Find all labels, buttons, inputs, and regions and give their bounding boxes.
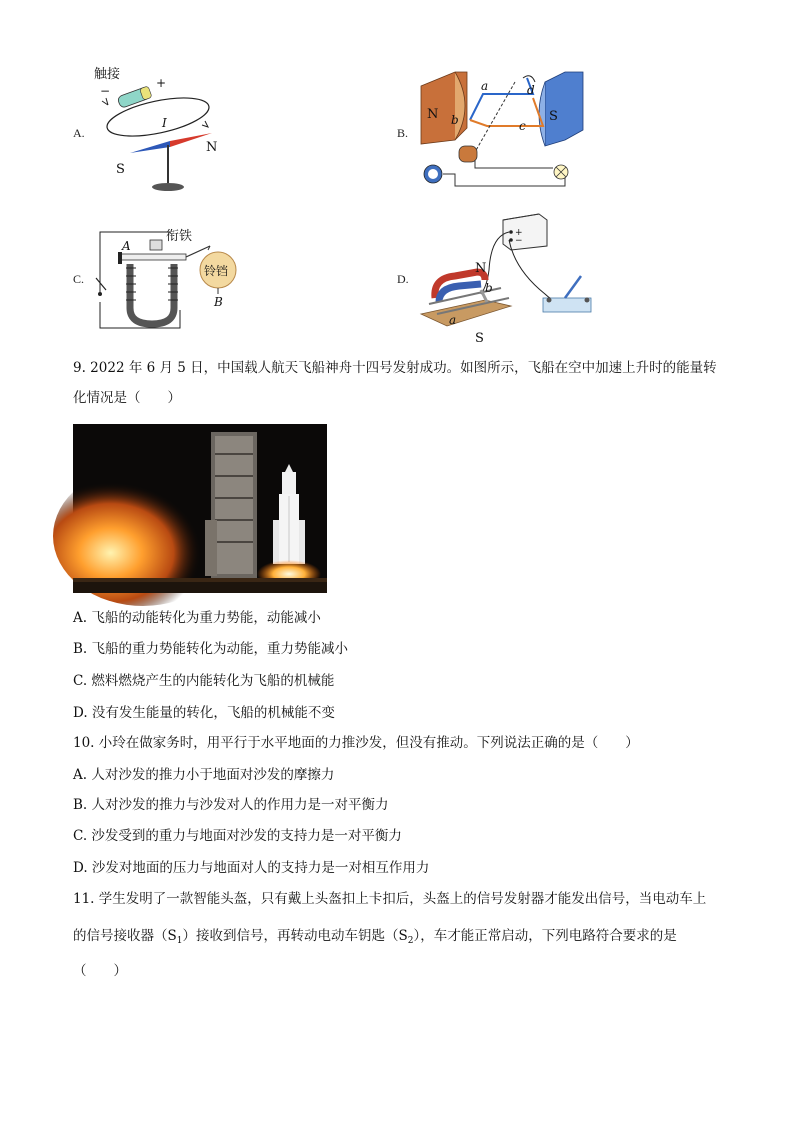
s1-sub: 1: [176, 936, 183, 946]
fig-b-a: a: [481, 79, 489, 93]
q9-stem-line1: 9. 2022 年 6 月 5 日，中国载人航天飞船神舟十四号发射成功。如图所示，飞船在空中加速上升时的能量转: [73, 360, 717, 376]
fig-d-a: a: [449, 313, 457, 327]
fig-a-touch-label: 触接: [94, 67, 121, 82]
s2-letter: S: [398, 928, 408, 944]
q9-option-a: A. 飞船的动能转化为重力势能，动能减小: [73, 610, 321, 626]
fig-b-d: d: [527, 83, 535, 97]
option-b-label: B.: [397, 126, 409, 140]
fig-a-north: N: [206, 140, 218, 155]
fig-a-minus: −: [100, 84, 111, 98]
q11-stem-line1: 11. 学生发明了一款智能头盔，只有戴上头盔扣上卡扣后，头盔上的信号发射器才能发出信号，当电动车上: [73, 891, 707, 907]
q9-option-c: C. 燃料燃烧产生的内能转化为飞船的机械能: [73, 673, 335, 689]
figure-a-compass-wire: [90, 65, 230, 200]
fig-c-armature: 衔铁: [166, 229, 193, 244]
option-c-label: C.: [73, 272, 85, 286]
fig-d-b: b: [485, 281, 493, 295]
figure-d-motor-rails: [415, 210, 605, 345]
fig-a-south: S: [116, 162, 125, 177]
fig-b-c: c: [519, 119, 526, 133]
q10-stem: 10. 小玲在做家务时，用平行于水平地面的力推沙发，但没有推动。下列说法正确的是（ ）: [73, 735, 639, 751]
option-d-label: D.: [397, 272, 409, 286]
q11-stem-line3: （ ）: [73, 963, 127, 979]
figure-c-electric-bell: [90, 220, 250, 335]
fig-b-south: S: [549, 109, 558, 124]
fig-d-plus: +: [515, 228, 523, 238]
s2-sub: 2: [407, 936, 414, 946]
fig-c-bell: 铃铛: [204, 264, 229, 278]
fig-b-b: b: [451, 113, 459, 127]
q9-option-b: B. 飞船的重力势能转化为动能，重力势能减小: [73, 641, 349, 657]
q11-stem-line2: [73, 927, 677, 950]
fig-b-north: N: [427, 107, 439, 122]
rocket-launch-photo: [73, 424, 327, 593]
q10-option-d: D. 沙发对地面的压力与地面对人的支持力是一对相互作用力: [73, 860, 430, 876]
q11-text-c: ），车才能正常启动，下列电路符合要求的是: [413, 928, 677, 944]
fig-d-south: S: [475, 331, 484, 346]
s2-symbol: [398, 928, 413, 944]
fig-a-current: I: [162, 116, 167, 130]
option-a-label: A.: [73, 126, 85, 140]
q10-option-b: B. 人对沙发的推力与沙发对人的作用力是一对平衡力: [73, 797, 389, 813]
fig-c-b: B: [214, 295, 223, 309]
s1-symbol: [168, 928, 183, 944]
fig-d-minus: −: [515, 236, 523, 246]
figure-b-generator: [415, 68, 590, 193]
q11-text-b: ）接收到信号，再转动电动车钥匙（: [182, 928, 399, 944]
q9-stem-line2: 化情况是（ ）: [73, 390, 181, 406]
q10-option-a: A. 人对沙发的推力小于地面对沙发的摩擦力: [73, 767, 335, 783]
fig-d-north: N: [475, 261, 487, 276]
s1-letter: S: [167, 928, 177, 944]
fig-c-a: A: [122, 239, 131, 253]
q9-option-d: D. 没有发生能量的转化，飞船的机械能不变: [73, 705, 335, 721]
fig-a-plus: +: [156, 76, 167, 90]
q11-text-a: 的信号接收器（: [73, 928, 168, 944]
q10-option-c: C. 沙发受到的重力与地面对沙发的支持力是一对平衡力: [73, 828, 402, 844]
